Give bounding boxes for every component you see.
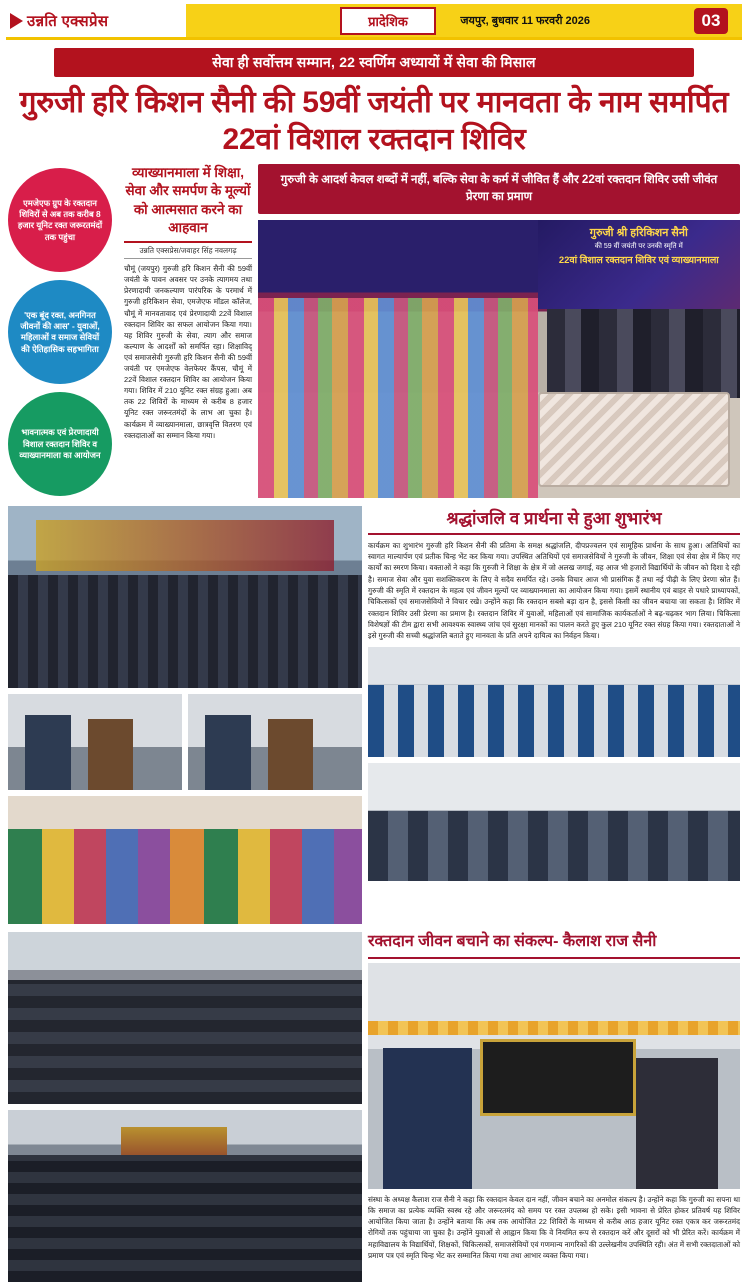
- photo-person: [205, 715, 250, 790]
- photo-person: [268, 719, 313, 790]
- photo-seated-rows: [8, 932, 362, 1104]
- page-number-holder: [680, 4, 742, 37]
- photo-person: [636, 1058, 718, 1189]
- hero-photo-donation-bed: [538, 392, 731, 487]
- lower-band: [8, 932, 740, 1282]
- photo-felicitation-1: [8, 694, 182, 790]
- photo-person: [383, 1048, 472, 1188]
- article-heading: श्रद्धांजलि व प्रार्थना से हुआ शुभारंभ: [368, 506, 740, 535]
- photo-plaque: [480, 1039, 636, 1116]
- photo-person: [25, 715, 70, 790]
- event-banner: [538, 220, 740, 309]
- photo-women-group: [8, 796, 362, 924]
- photo-gallery-lower-left: [8, 932, 362, 1282]
- lead-subhead: व्याख्यानमाला में शिक्षा, सेवा और समर्पण के मूल्यों को आत्मसात करने का आहवान: [124, 164, 252, 243]
- photo-hall: [8, 506, 362, 688]
- lead-body-text: चौमूं (जयपुर) गुरुजी हरि किशन सैनी की 59वीं जयंती के पावन अवसर पर उनके त्यागमय तथा प्रेरणादायी जनकल्याण पारंपरिक के परमार्थ में गुरुजी हरिकिशन सेवा, एमजेएफ मॉडल कॉलेज, चौमूं में मानवतावाद एवं प्रेरणादायी 22वें विशाल रक्तदान शिविर का सफल आयोजन किया गया। यह शिविर गुरुजी के सेवा, त्याग और समाज कल्याण के आदर्शों को समर्पित रहा। शिक्षाविद् एवं समाजसेवी गुरुजी हरि किशन सैनी की 59वीं जयंती पर एमजेएफ वेलफेयर कैंपस, चौमूं में 22वें विशाल रक्तदान शिविर का आयोजन किया गया। शिविर में 210 यूनिट रक्त संग्रह हुआ। अब तक 22 शिविरों के माध्यम से करीब 8 हजार यूनिट रक्त जरूरतमंदों के लाभ आ चुका है। कार्यक्रम में व्याख्यानमाला, छात्रवृत्ति वितरण एवं रक्तदाताओं का सम्मान किया गया।: [124, 264, 252, 440]
- article-heading: रक्तदान जीवन बचाने का संकल्प- कैलाश राज सैनी: [368, 932, 740, 959]
- photo-stage-row: [368, 811, 740, 882]
- photo-seated-audience: [368, 647, 740, 757]
- photo-felicitation-2: [188, 694, 362, 790]
- photo-wide-audience: [8, 1155, 362, 1282]
- page-title: गुरुजी हरि किशन सैनी की 59वीं जयंती पर मानवता के नाम समर्पित 22वां विशाल रक्तदान शिविर: [19, 86, 729, 156]
- photo-hall-stage: [36, 520, 333, 571]
- logo-triangle-icon: [10, 13, 23, 29]
- lead-column: [124, 164, 252, 498]
- photo-person: [88, 719, 133, 790]
- dateline: जयपुर, बुधवार 11 फरवरी 2026: [460, 15, 590, 27]
- article-column-lower-right: [368, 932, 740, 1282]
- pull-quote: गुरुजी के आदर्श केवल शब्दों में नहीं, बल्कि सेवा के कर्म में जीवित हैं और 22वां रक्तदान शिविर उसी जीवंत प्रेरणा का प्रमाण: [258, 164, 740, 214]
- upper-band: [8, 164, 740, 498]
- hero-photo: [258, 220, 740, 498]
- middle-band: [8, 506, 740, 924]
- newspaper-page: [0, 4, 748, 1261]
- highlight-bubbles: [8, 164, 118, 498]
- highlight-bubble: भावनात्मक एवं प्रेरणादायी विशाल रक्तदान शिविर व व्याख्यानमाला का आयोजन: [8, 392, 112, 496]
- photo-seated-rows-inner: [8, 980, 362, 1104]
- photo-row: [8, 694, 362, 790]
- kicker-strip: सेवा ही सर्वोत्तम सम्मान, 22 स्वर्णिम अध्यायों में सेवा की मिसाल: [54, 48, 694, 77]
- paper-name: उन्नति एक्सप्रेस: [27, 12, 109, 30]
- photo-women-row: [8, 829, 362, 924]
- byline: उन्नति एक्सप्रेस/जवाहर सिंह नवलगढ़: [124, 246, 252, 259]
- article-shraddhanjali: [368, 506, 740, 642]
- highlight-bubble: 'एक बूंद रक्त, अनगिनत जीवनों की आस' - युवाओं, महिलाओं व समाज सेवियों की ऐतिहासिक सहभागिता: [8, 280, 112, 384]
- hero-photo-crowd: [258, 298, 538, 498]
- photo-stage-group: [368, 763, 740, 881]
- photo-hall-audience: [8, 575, 362, 688]
- photo-gallery-left: [8, 506, 362, 924]
- hero-photo-dignitaries: [547, 303, 740, 398]
- article-column-right: [368, 506, 740, 924]
- photo-marigold-garland: [368, 1021, 740, 1035]
- photo-ribbon-ceremony: [368, 963, 740, 1189]
- photo-wide-hall: [8, 1110, 362, 1282]
- hero-column: [258, 164, 740, 498]
- highlight-bubble: एमजेएफ ग्रुप के रक्तदान शिविरों से अब तक करीब 8 हजार यूनिट रक्त जरूरतमंदों तक पहुंचा: [8, 168, 112, 272]
- article-raktdan: [368, 932, 740, 1262]
- event-banner-sub2: 22वां विशाल रक्तदान शिविर एवं व्याख्यानमाला: [558, 255, 719, 267]
- masthead-band: [186, 4, 680, 37]
- page-number: 03: [694, 8, 728, 34]
- paper-logo: [6, 4, 186, 37]
- masthead: [6, 4, 742, 40]
- event-banner-sub: की 59 वीं जयंती पर उनकी स्मृति में: [594, 243, 683, 251]
- event-banner-title: गुरुजी श्री हरिकिशन सैनी: [589, 226, 688, 239]
- section-label: प्रादेशिक: [340, 7, 436, 35]
- article-body: संस्था के अध्यक्ष कैलाश राज सैनी ने कहा कि रक्तदान केवल दान नहीं, जीवन बचाने का अनमोल संकल्प है। उन्होंने कहा कि गुरुजी का सपना था कि समाज का प्रत्येक व्यक्ति स्वस्थ रहे और जरूरतमंद को समय पर रक्त उपलब्ध हो सके। इसी भावना से प्रेरित होकर प्रतिवर्ष यह शिविर आयोजित किया जाता है। उन्होंने बताया कि अब तक आयोजित 22 शिविरों के माध्यम से करीब आठ हजार यूनिट रक्त एकत्र कर जरूरतमंद रोगियों तक पहुंचाया जा चुका है। उन्होंने युवाओं से आह्वान किया कि वे नियमित रूप से रक्तदान करें और दूसरों को भी प्रेरित करें। कार्यक्रम में महाविद्यालय के विद्यार्थियों, शिक्षकों, चिकित्सकों, समाजसेवियों एवं गणमान्य नागरिकों की उल्लेखनीय उपस्थिति रही। अंत में सभी रक्तदाताओं को प्रमाण पत्र एवं स्मृति चिन्ह भेंट कर सम्मानित किया गया तथा आभार व्यक्त किया गया।: [368, 1194, 740, 1261]
- article-body: कार्यक्रम का शुभारंभ गुरुजी हरि किशन सैनी की प्रतिमा के समक्ष श्रद्धांजलि, दीपप्रज्वलन एवं सामूहिक प्रार्थना के साथ हुआ। अतिथियों का स्वागत माल्यार्पण एवं प्रतीक चिन्ह भेंट कर किया गया। उपस्थित अतिथियों एवं समाजसेवियों ने गुरुजी के जीवन, शिक्षा एवं सेवा क्षेत्र में किए गए कार्यों का स्मरण किया। वक्ताओं ने कहा कि गुरुजी ने शिक्षा के क्षेत्र में जो अलख जगाई, वह आज भी हजारों विद्यार्थियों के जीवन को दिशा दे रही है। समाज सेवा और युवा सशक्तिकरण के लिए वे सदैव समर्पित रहे। उनके विचार आज भी प्रासंगिक हैं तथा नई पीढ़ी के लिए प्रेरणा स्रोत हैं। गुरुजी की स्मृति में रक्तदान के महत्व एवं जीवन मूल्यों पर व्याख्यानमाला का आयोजन किया गया। इसमें स्थानीय एवं बाहर से पधारे प्राध्यापकों, चिकित्सकों एवं समाजसेवियों ने विचार रखे। उन्होंने कहा कि रक्तदान सबसे बड़ा दान है, इससे किसी का जीवन बचाया जा सकता है। शिविर में रक्तदान शिविर उसी प्रेरणा का प्रमाण है। रक्तदान शिविर में युवाओं, महिलाओं एवं सामाजिक कार्यकर्ताओं ने बढ़-चढ़कर भाग लिया। चिकित्सा विशेषज्ञों की टीम द्वारा सभी आवश्यक स्वास्थ्य जांच एवं सुरक्षा मानकों का पालन करते हुए कुल 210 यूनिट रक्त संग्रह किया गया। रक्तदाताओं ने इसे गुरुजी की सच्ची श्रद्धांजलि बताते हुए मानवता के प्रति अपने दायित्व का निर्वहन किया।: [368, 540, 740, 641]
- photo-chairs: [368, 685, 740, 758]
